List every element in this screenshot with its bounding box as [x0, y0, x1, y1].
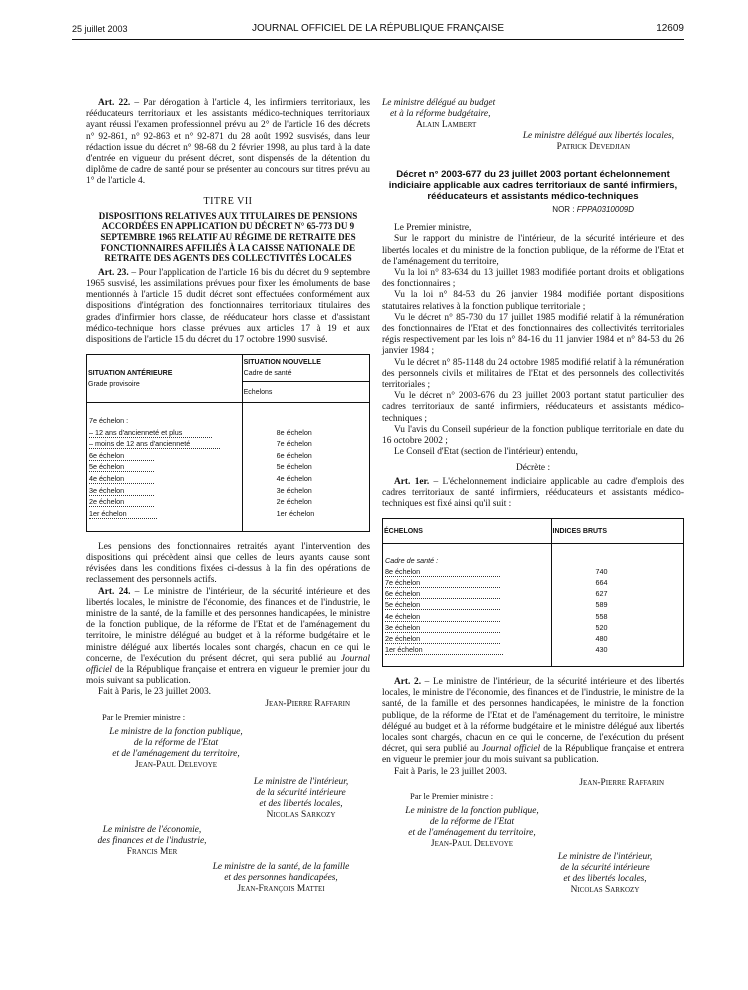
article-1: Art. 1er. – L'échelonnement indiciaire applicable au cadre d'emplois des cadres territoriaux de santé infirmiers, rééducateurs et assistants médico-techniques est fixé ainsi qu'il suit :: [382, 476, 685, 510]
table1-right-cell: 8e échelon: [242, 426, 369, 438]
table1-col1-header: SITUATION ANTÉRIEURE Grade provisoire: [87, 355, 243, 403]
decret-title: Décret n° 2003-677 du 23 juillet 2003 portant échelonnement indiciaire applicable aux cadres territoriaux de santé infirmiers, rééducateurs et assistants médico-techniques: [388, 169, 678, 202]
header-title: JOURNAL OFFICIEL DE LA RÉPUBLIQUE FRANÇAISE: [251, 23, 505, 34]
page-header: [72, 22, 684, 38]
article-22: Art. 22. – Par dérogation à l'article 4, les infirmiers territoriaux, les rééducateurs territoriaux et les assistants médico-techniques territoriaux ayant réussi l'examen professionnel prévu au 2° de l'article 16 des décrets n° 92-861, n° 92-863 et n° 92-871 du 28 août 1992 susvisés, dans leur rédaction issue du décret n° 98-68 du 2 février 1998, au plus tard à la date d'entrée en vigueur du présent décret, sont dispensés de la détention du diplôme de cadre de santé pour se présenter au concours sur titres prévu au 1° de l'article 4.: [86, 98, 370, 187]
pm-signature: Jean-Pierre Raffarin: [265, 698, 350, 709]
pensions-paragraph: Les pensions des fonctionnaires retraités ayant l'intervention des dispositions qui précèdent ainsi que celles de leurs ayants cause sont révisées dans les conditions fixées ci-dessus à la fin des opérations de reclassement des personnels actifs.: [86, 541, 370, 586]
table1-left-cell: 6e échelon: [87, 450, 243, 462]
signature-sante: Le ministre de la santé, de la famille et des personnes handicapées, Jean-François Mattei: [212, 862, 350, 894]
table1-right-cell: 5e échelon: [242, 461, 369, 473]
table1-left-cell: – 12 ans d'ancienneté et plus: [87, 426, 243, 438]
visa-paragraph: Vu le décret n° 85-730 du 17 juillet 1985 modifié relatif à la rémunération des fonctionnaires de l'Etat et des fonctionnaires des collectivités territoriales régis respectivement par les lois n° 84-16 du 11 janvier 1984 et n° 84-53 du 26 janvier 1984 ;: [382, 312, 684, 357]
fait-a-paris-2: Fait à Paris, le 23 juillet 2003.: [394, 766, 508, 777]
table1-right-cell: 4e échelon: [242, 473, 369, 485]
table1-right-cell: 1er échelon: [242, 508, 369, 520]
visa-paragraph: Vu le décret n° 2003-676 du 23 juillet 2003 portant statut particulier des cadres territoriaux de santé infirmiers, rééducateurs et assistants médico-techniques ;: [382, 391, 684, 424]
table2-indice-cell: 558: [551, 611, 683, 622]
table1-left-cell: 7e échelon :: [89, 416, 129, 425]
table1-row: [87, 426, 370, 438]
signature-fonction-publique: Le ministre de la fonction publique, de la réforme de l'Etat et de l'aménagement du territoire, Jean-Paul Delevoye: [109, 727, 243, 770]
table1-col2-header: SITUATION NOUVELLE Cadre de santé: [242, 355, 369, 382]
table2-indice-cell: 627: [551, 588, 683, 599]
article-24: Art. 24. – Le ministre de l'intérieur, de la sécurité intérieure et des libertés locales, le ministre de l'économie, des finances et de l'industrie, le ministre de la santé, de la famille et des personnes handicapées, le ministre de la fonction publique, de la réforme de l'Etat et de l'aménagement du territoire, le ministre délégué au budget et à la réforme budgétaire et le ministre délégué aux libertés locales sont chargés, chacun en ce qui le concerne, de l'exécution du présent décret, qui sera publié au Journal officiel de la République française et entrera en vigueur le premier jour du mois suivant sa publication.: [86, 586, 370, 687]
table1-echelons-header: Echelons: [242, 382, 369, 403]
table2-echelon-cell: 1er échelon: [383, 644, 552, 655]
table1-right-cell: 3e échelon: [242, 484, 369, 496]
visa-paragraph: Sur le rapport du ministre de l'intérieur, de la sécurité intérieure et des libertés locales et du ministre de la fonction publique, de la réforme de l'Etat et de l'aménagement du territoire,: [382, 234, 684, 267]
signature-interieur-2: Le ministre de l'intérieur, de la sécurité intérieure et des libertés locales, Nicolas Sarkozy: [557, 852, 653, 896]
table2-indice-cell: 480: [551, 633, 683, 644]
table1-row: [87, 415, 370, 427]
visa-paragraph: Le Conseil d'Etat (section de l'intérieur) entendu,: [394, 447, 578, 458]
visa-paragraph: Le Premier ministre,: [394, 223, 472, 234]
table2-row: [383, 566, 684, 577]
table2-indice-cell: 664: [551, 577, 683, 588]
signature-libertes-locales: Le ministre délégué aux libertés locales, Patrick Devedjian: [522, 131, 674, 152]
reclassement-table: [86, 354, 370, 532]
par-premier-ministre-2: Par le Premier ministre :: [410, 790, 494, 801]
table2-row: [383, 633, 684, 644]
table2-subhead: Cadre de santé :: [385, 555, 439, 565]
table1-left-cell: – moins de 12 ans d'ancienneté: [87, 438, 243, 450]
nor-reference: NOR : FPPA0310009D: [552, 205, 634, 214]
header-date: 25 juillet 2003: [72, 24, 128, 34]
table2-indice-cell: 430: [551, 644, 683, 655]
table1-row: [87, 473, 370, 485]
titre-heading: TITRE VII: [203, 195, 253, 207]
signature-economie: Le ministre de l'économie, des finances et de l'industrie, Francis Mer: [97, 825, 207, 857]
table1-left-cell: 3e échelon: [87, 484, 243, 496]
decrete: Décrète :: [515, 463, 551, 474]
table1-row: [87, 508, 370, 520]
table1-row: [87, 461, 370, 473]
table1-left-cell: 2e échelon: [87, 496, 243, 508]
signature-interieur: Le ministre de l'intérieur, de la sécurité intérieure et des libertés locales, Nicolas Sarkozy: [253, 777, 349, 820]
table2-echelon-cell: 5e échelon: [383, 599, 552, 610]
table2-indice-cell: 520: [551, 622, 683, 633]
visas-list: [382, 223, 684, 458]
section-heading: DISPOSITIONS RELATIVES AUX TITULAIRES DE PENSIONS ACCORDÉES EN APPLICATION DU DÉCRET N° 65-773 DU 9 SEPTEMBRE 1965 RELATIF AU RÉGIME DE RETRAITE DES FONCTIONNAIRES AFFILIÉS À LA CAISSE NATIONALE DE RETRAITE DES AGENTS DES COLLECTIVITÉS LOCALES: [98, 210, 358, 264]
table2-row: [383, 644, 684, 655]
article-23: Art. 23. – Pour l'application de l'article 16 bis du décret du 9 septembre 1965 susvisé, les assimilations prévues pour fixer les émoluments de base mentionnés à l'article 15 dudit décret sont effectuées conformément aux dispositions d'intégration des fonctionnaires territoriaux titulaires des grades d'infirmier hors classe, de rééducateur hors classe et d'assistant médico-technique hors classe prévues aux articles 17 à 19 et aux dispositions de l'article 15 du décret du 17 octobre 1990 susvisé.: [86, 267, 370, 346]
table2-col1-header: ÉCHELONS: [383, 519, 552, 544]
table1-right-cell: 7e échelon: [242, 438, 369, 450]
signature-fonction-publique-2: Le ministre de la fonction publique, de la réforme de l'Etat et de l'aménagement du territoire, Jean-Paul Delevoye: [405, 806, 539, 850]
table2-echelon-cell: 2e échelon: [383, 633, 552, 644]
table1-row: [87, 496, 370, 508]
left-column: [86, 98, 370, 895]
table2-row: [383, 577, 684, 588]
visa-paragraph: Vu le décret n° 85-1148 du 24 octobre 1985 modifié relatif à la rémunération des personnels civils et militaires de l'Etat et des personnels des collectivités territoriales ;: [382, 357, 684, 391]
header-page-number: 12609: [656, 23, 684, 34]
visa-paragraph: Vu la loi n° 84-53 du 26 janvier 1984 modifiée portant dispositions statutaires relatives à la fonction publique territoriale ;: [382, 290, 684, 312]
fait-a-paris: Fait à Paris, le 23 juillet 2003.: [98, 687, 212, 698]
table2-indice-cell: 740: [551, 566, 683, 577]
signature-budget: Le ministre délégué au budget et à la réforme budgétaire, Alain Lambert: [382, 98, 496, 130]
table1-left-cell: 5e échelon: [87, 461, 243, 473]
header-rule: [72, 39, 684, 40]
table2-echelon-cell: 7e échelon: [383, 577, 552, 588]
table2-echelon-cell: 6e échelon: [383, 588, 552, 599]
table2-echelon-cell: 8e échelon: [383, 566, 552, 577]
article-2: Art. 2. – Le ministre de l'intérieur, de la sécurité intérieure et des libertés locales, le ministre de l'économie, des finances et de l'industrie, le ministre de la santé, de la famille et des personnes handicapées, le ministre de la fonction publique, de la réforme de l'Etat et de l'aménagement du territoire, le ministre délégué au budget et à la réforme budgétaire et le ministre délégué aux libertés locales sont chargés, chacun en ce qui le concerne, de l'exécution du présent décret, qui sera publié au Journal officiel de la République française et entrera en vigueur le premier jour du mois suivant sa publication.: [382, 676, 685, 766]
par-premier-ministre: Par le Premier ministre :: [102, 711, 186, 722]
table2-row: [383, 588, 684, 599]
table2-row: [383, 611, 684, 622]
table1-row: [87, 484, 370, 496]
visa-paragraph: Vu l'avis du Conseil supérieur de la fonction publique territoriale en date du 16 octobre 2002 ;: [382, 424, 684, 447]
table1-right-cell: [242, 415, 369, 427]
right-column: [382, 100, 684, 896]
table2-row: [383, 599, 684, 610]
indices-table: [382, 518, 684, 667]
table1-left-cell: 4e échelon: [87, 473, 243, 485]
pm-signature-2: Jean-Pierre Raffarin: [579, 777, 664, 788]
table1-right-cell: 2e échelon: [242, 496, 369, 508]
table2-echelon-cell: 3e échelon: [383, 622, 552, 633]
table1-right-cell: 6e échelon: [242, 450, 369, 462]
table1-row: [87, 450, 370, 462]
table1-row: [87, 438, 370, 450]
visa-paragraph: Vu la loi n° 83-634 du 13 juillet 1983 modifiée portant droits et obligations des fonctionnaires ;: [382, 268, 684, 290]
table2-indice-cell: 589: [551, 599, 683, 610]
table2-row: [383, 622, 684, 633]
table2-col2-header: INDICES BRUTS: [551, 519, 683, 544]
table2-echelon-cell: 4e échelon: [383, 611, 552, 622]
table1-left-cell: 1er échelon: [87, 508, 243, 520]
